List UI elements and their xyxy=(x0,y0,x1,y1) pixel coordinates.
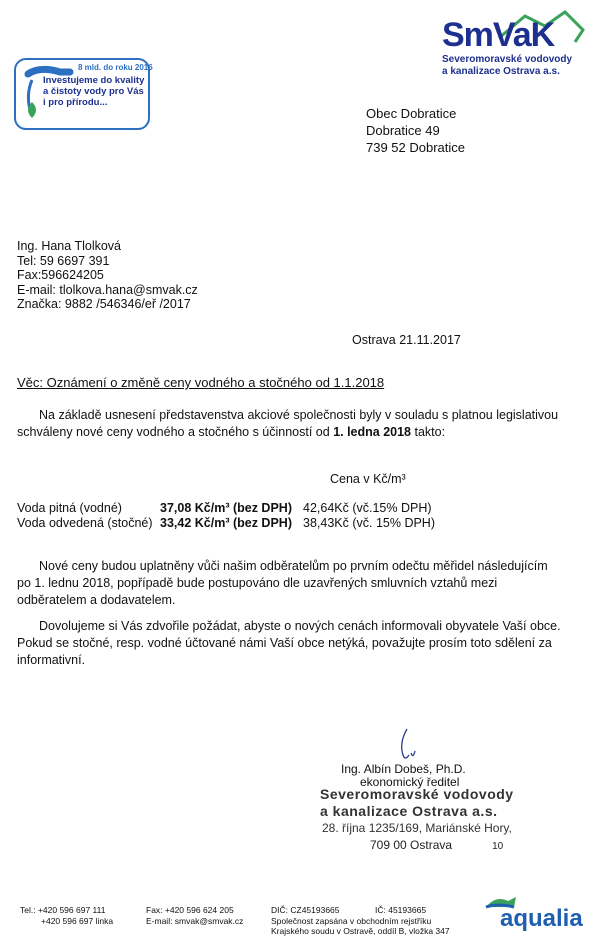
price-gross: 38,43Kč (vč. 15% DPH) xyxy=(303,516,435,530)
letter-subject: Věc: Oznámení o změně ceny vodného a stočného od 1.1.2018 xyxy=(17,375,385,390)
letter-date: Ostrava 21.11.2017 xyxy=(352,333,461,347)
price-row-water xyxy=(17,501,577,516)
sender-fax: Fax:596624205 xyxy=(17,268,104,282)
footer-registration xyxy=(271,905,471,938)
request-paragraph xyxy=(17,618,561,669)
stamp-company-line-1: Severomoravské vodovody xyxy=(320,786,514,802)
sender-phone: Tel: 59 6697 391 xyxy=(17,253,110,268)
price-net: 37,08 Kč/m³ (bez DPH) xyxy=(160,501,292,515)
billing-paragraph xyxy=(17,558,548,609)
brand-subtitle-1: Severomoravské vodovody xyxy=(442,54,573,65)
paragraph-line: Pokud se stočné, resp. vodné účtované námi Vaší obce netýká, považujte prosím toto sdělení za xyxy=(17,636,552,650)
price-row-sewage xyxy=(17,516,577,531)
footer-fax: Fax: +420 596 624 205 xyxy=(146,905,234,915)
badge-headline: 8 mld. do roku 2016 xyxy=(78,63,153,72)
paragraph-line: Nové ceny budou uplatněny vůči našim odběratelům po prvním odečtu měřidel následujícím xyxy=(39,559,548,573)
badge-line: i pro přírodu... xyxy=(43,97,108,108)
address-line: Dobratice 49 xyxy=(366,123,440,138)
footer-contact xyxy=(146,905,243,926)
smvak-logo xyxy=(440,8,590,78)
footer-phone xyxy=(20,905,113,926)
badge-line: Investujeme do kvality xyxy=(43,75,145,86)
paragraph-line: odběratelem a dodavatelem. xyxy=(17,593,176,607)
footer-ic: IČ: 45193665 xyxy=(375,905,427,915)
handwritten-signature xyxy=(395,725,425,765)
footer-register-line-1: Společnost zapsána v obchodním rejstříku xyxy=(271,915,432,926)
signatory-role: ekonomický ředitel xyxy=(360,775,460,789)
price-gross: 42,64Kč (vč.15% DPH) xyxy=(303,501,432,515)
address-line: 739 52 Dobratice xyxy=(366,140,466,155)
aqualia-logo xyxy=(484,893,590,938)
price-net: 33,42 Kč/m³ (bez DPH) xyxy=(160,516,292,530)
intro-text-end: takto: xyxy=(411,425,446,439)
paragraph-line: po 1. lednu 2018, popřípadě bude postupováno dle uzavřených smluvních vztahů mezi xyxy=(17,576,498,590)
signatory-name: Ing. Albín Dobeš, Ph.D. xyxy=(341,762,466,776)
intro-line-2 xyxy=(17,424,558,441)
sender-info xyxy=(17,239,198,312)
price-label: Voda pitná (vodné) xyxy=(17,501,122,515)
effective-date: 1. ledna 2018 xyxy=(333,425,412,439)
paragraph-line: informativní. xyxy=(17,653,86,667)
footer-dic: DIČ: CZ45193665 xyxy=(271,905,340,915)
recipient-address xyxy=(366,105,465,156)
brand-subtitle-2: a kanalizace Ostrava a.s. xyxy=(442,66,560,77)
sender-name: Ing. Hana Tlolková xyxy=(17,239,121,253)
address-line: Obec Dobratice xyxy=(366,106,457,121)
stamp-address: 28. října 1235/169, Mariánské Hory, xyxy=(322,821,512,835)
stamp-city xyxy=(320,837,514,855)
sender-email: E-mail: tlolkova.hana@smvak.cz xyxy=(17,282,198,297)
partner-name: aqualia xyxy=(500,905,583,932)
stamp-postcode: 709 00 Ostrava xyxy=(370,838,453,852)
investment-badge xyxy=(14,58,153,130)
footer-register-line-2: Krajského soudu v Ostravě, oddíl B, vložka 347 xyxy=(271,926,450,936)
price-table-header: Cena v Kč/m³ xyxy=(330,472,406,486)
stamp-number: 10 xyxy=(492,841,504,852)
badge-text xyxy=(43,75,144,108)
footer-tel-extension: +420 596 697 linka xyxy=(41,915,114,926)
badge-line: a čistoty vody pro Vás xyxy=(43,86,144,97)
stamp-company-line-2: a kanalizace Ostrava a.s. xyxy=(320,803,498,819)
footer-tel: Tel.: +420 596 697 111 xyxy=(20,905,106,915)
company-stamp xyxy=(320,786,514,855)
intro-text: schváleny nové ceny vodného a stočného s účinností od xyxy=(17,425,334,439)
footer-email: E-mail: smvak@smvak.cz xyxy=(146,915,244,926)
reference-number: Značka: 9882 /546346/eř /2017 xyxy=(17,297,191,311)
intro-paragraph xyxy=(17,407,558,441)
price-label: Voda odvedená (stočné) xyxy=(17,516,153,530)
brand-name: SmVaK xyxy=(442,16,555,54)
paragraph-line: Dovolujeme si Vás zdvořile požádat, abyste o nových cenách informovali obyvatele Vaší obce. xyxy=(39,619,561,633)
intro-line-1: Na základě usnesení představenstva akciové společnosti byly v souladu s platnou legislativou xyxy=(39,408,559,422)
